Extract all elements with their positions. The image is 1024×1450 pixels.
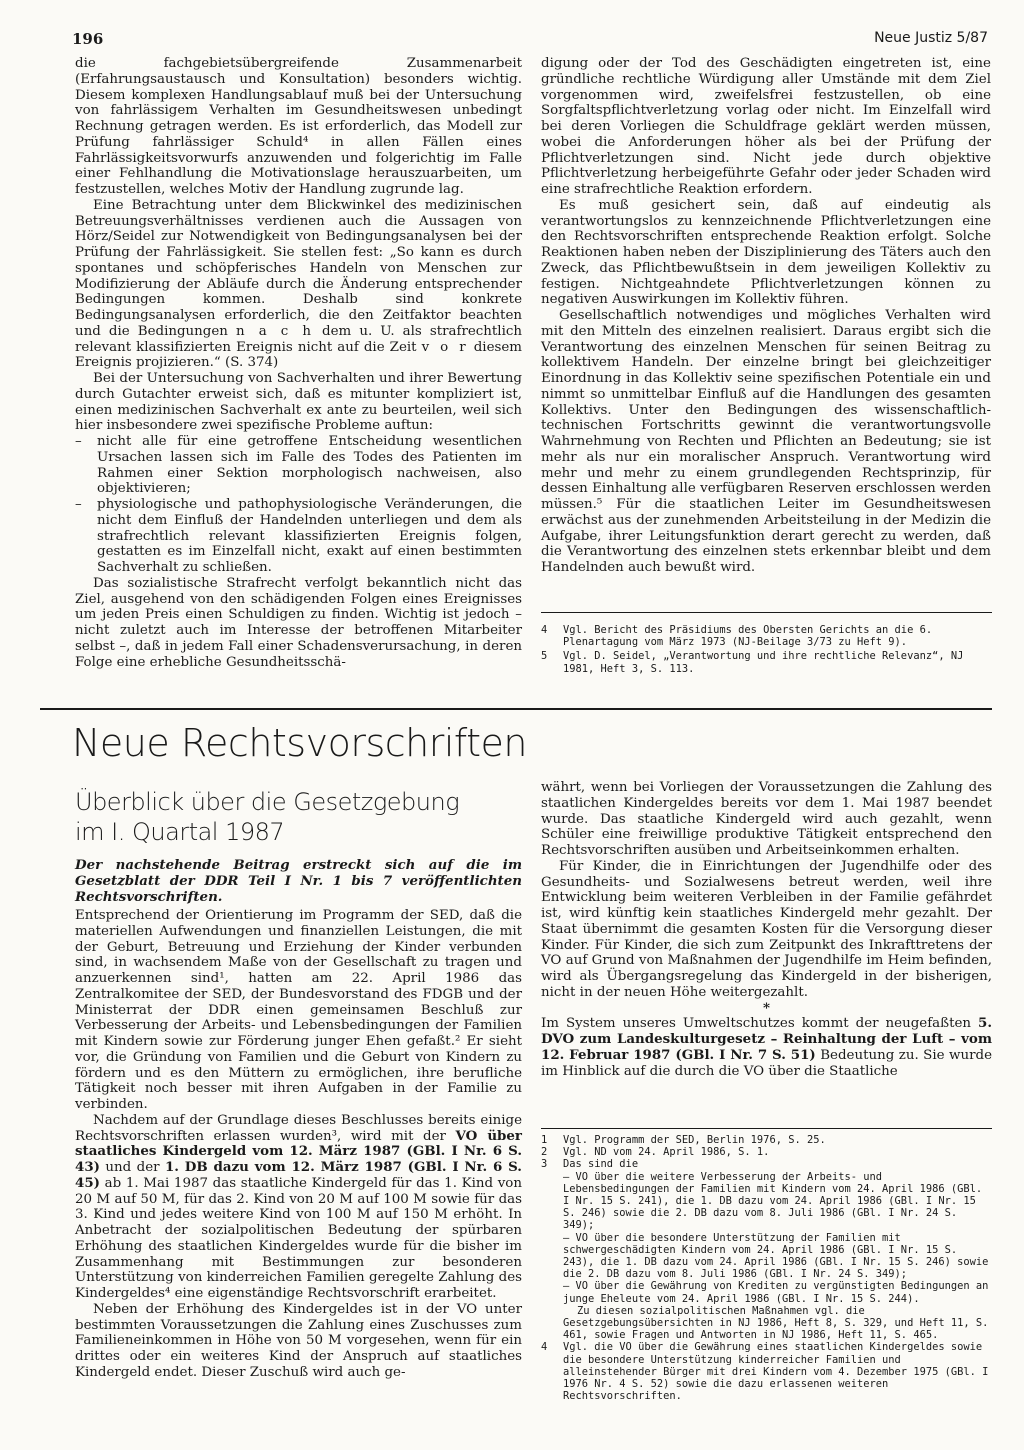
footnote: 5 Vgl. D. Seidel, „Verantwortung und ihre rechtliche Relevanz“, NJ 1981, Heft 3, S. 113.: [541, 650, 970, 675]
footnote: 4 Vgl. die VO über die Gewährung eines staatlichen Kindergeldes sowie die besondere Unterstützung kinderreicher Familien und alleinstehender Bürger mit drei Kindern vom 4. Dezember 1975 (GBl. I 1976 Nr. 4 S. 52) sowie die dazu erlassenen weiteren Rechtsvorschriften.: [541, 1341, 995, 1403]
footnote: 1 Vgl. Programm der SED, Berlin 1976, S. 25.: [541, 1134, 826, 1146]
bottom-footnotes: [541, 1134, 995, 1442]
footnote-item: – VO über die Gewährung von Krediten zu vergünstigten Bedingungen an junge Eheleute vom 24. April 1986 (GBl. I Nr. 15 S. 244).: [563, 1280, 995, 1305]
footnote-item: Zu diesen sozialpolitischen Maßnahmen vgl. die Gesetzgebungsübersichten in NJ 1986, Heft 8, S. 329, und Heft 11, S. 461, sowie Fragen und Antworten in NJ 1986, Heft 11, S. 465.: [563, 1304, 995, 1342]
paragraph: Es muß gesichert sein, daß auf eindeutig als verantwortungslos zu kennzeichnende Pflichtverletzungen eine den Rechtsvorschriften entsprechende Reaktion erfolgt. Solche Reaktionen haben neben der Disziplinierung des Täters auch den Zweck, das Pflichtbewußtsein in dem jeweiligen Kollektiv zu festigen. Nichtgeahndete Pflichtverletzungen können zu negativen Auswirkungen im Kollektiv führen.: [541, 197, 991, 308]
section-divider: [40, 708, 992, 710]
paragraph: Neben der Erhöhung des Kindergeldes ist in der VO unter bestimmten Voraussetzungen die Zahlung eines Zuschusses zum Familieneinkommen in Höhe von 50 M vorgesehen, wenn für ein drittes oder ein weiteres Kind der Anspruch auf staatliches Kindergeld endet. Dieser Zuschuß wird auch ge-: [75, 1301, 522, 1380]
paragraph: die fachgebietsübergreifende Zusammenarbeit (Erfahrungsaustausch und Konsultation) besonders wichtig. Diesem komplexen Handlungsablauf muß bei der Untersuchung von fahrlässigem Verhalten im Gesundheitswesen unbedingt Rechnung getragen werden. Es ist erforderlich, das Modell zur Prüfung fahrlässiger Schuld⁴ in allen Fällen eines Fahrlässigkeitsvorwurfs anzuwenden und folgerichtig im Falle einer Fehlhandlung die Motivationslage herauszuarbeiten, um festzustellen, welches Motiv der Handlung zugrunde lag.: [75, 56, 522, 197]
top-right-column: [541, 56, 991, 602]
paragraph: Für Kinder, die in Einrichtungen der Jugendhilfe oder des Gesundheits- und Sozialwesens betreut werden, weil ihre Entwicklung beim weiteren Verbleiben in der Familie gefährdet ist, wird künftig kein staatliches Kindergeld mehr gezahlt. Der Staat übernimmt die gesamten Kosten für die Versorgung dieser Kinder. Für Kinder, die sich zum Zeitpunkt des Inkrafttretens der VO auf Grund von Maßnahmen der Jugendhilfe im Heim befinden, wird als Übergangsregelung das Kindergeld in der bisherigen, nicht in der neuen Höhe weitergezahlt.: [541, 858, 992, 1000]
section-title: Neue Rechtsvorschriften: [72, 721, 527, 765]
footnote: 2 Vgl. ND vom 24. April 1986, S. 1.: [541, 1146, 770, 1159]
list-item: – nicht alle für eine getroffene Entscheidung wesentlichen Ursachen lassen sich im Falle des Todes des Patienten im Rahmen einer Sektion morphologisch nachweisen, also objektivieren;: [75, 434, 522, 497]
paragraph: Gesellschaftlich notwendiges und mögliches Verhalten wird mit den Mitteln des einzelnen realisiert. Daraus ergibt sich die Verantwortung des einzelnen Menschen für seinen Beitrag zu kollektivem Handeln. Der einzelne bringt bei gleichzeitiger Einordnung in das Kollektiv seine spezifischen Potentiale ein und nimmt so unmittelbar Einfluß auf die Handlungen des gesamten Kollektivs. Unter den Bedingungen des wissenschaftlich-technischen Fortschritts gewinnt die verantwortungsvolle Wahrnehmung von Rechten und Pflichten an Bedeutung; sie ist mehr als nur ein moralischer Anspruch. Verantwortung wird mehr und mehr zu einem grundlegenden Rechtsprinzip, für dessen Einhaltung alle verfügbaren Reserven erschlossen werden müssen.⁵ Für die staatlichen Leiter im Gesundheitswesen erwächst aus der zunehmenden Arbeitsteilung in der Medizin die Aufgabe, ihrer Leitungsfunktion derart gerecht zu werden, daß die Verantwortung des einzelnen stets erkennbar bleibt und dem Handelnden auch bewußt wird.: [541, 308, 991, 575]
footnote-item: – VO über die besondere Unterstützung der Familien mit schwergeschädigten Kindern vom 24. April 1986 (GBl. I Nr. 15 S. 243), die 1. DB dazu vom 24. April 1986 (GBl. I Nr. 15 S. 246) sowie die 2. DB dazu vom 8. Juli 1986 (GBl. I Nr. 24 S. 349);: [563, 1231, 995, 1281]
separator-asterisk: *: [762, 999, 770, 1016]
article-lead: Der nachstehende Beitrag erstreckt sich auf die im Gesetzblatt der DDR Teil I Nr. 1 bis 7 veröffentlichten Rechtsvorschriften.: [75, 857, 522, 905]
page-number: 196: [72, 30, 104, 48]
footnote: 3 Das sind die: [541, 1158, 639, 1171]
paragraph: Im System unseres Umweltschutzes kommt der neugefaßten 5. DVO zum Landeskulturgesetz – Reinhaltung der Luft – vom 12. Februar 1987 (GBl. I Nr. 7 S. 51) Bedeutung zu. Sie wurde im Hinblick auf die durch die VO über die Staatliche: [541, 1015, 992, 1079]
article-title: Überblick über die Gesetzgebung im I. Quartal 1987: [75, 788, 460, 846]
top-left-column: [75, 56, 522, 692]
bottom-right-column: [541, 780, 992, 1122]
paragraph: Entsprechend der Orientierung im Programm der SED, daß die materiellen Aufwendungen und finanziellen Leistungen, die mit der Geburt, Betreuung und Erziehung der Kinder verbunden sind, in wachsendem Maße von der Gesellschaft zu tragen und anzuerkennen sind¹, hatten am 22. April 1986 das Zentralkomitee der SED, der Bundesvorstand des FDGB und der Ministerrat der DDR einen gemeinsamen Beschluß zur Verbesserung der Arbeits- und Lebensbedingungen der Familien mit Kindern sowie zur Förderung junger Ehen gefaßt.² Er sieht vor, die Gründung von Familien und die Geburt von Kindern zu fördern und es den Müttern zu ermöglichen, ihre berufliche Tätigkeit noch besser mit ihren Aufgaben in der Familie zu verbinden.: [75, 908, 522, 1112]
top-footnotes: [541, 624, 992, 690]
footnote-item: – VO über die weitere Verbesserung der Arbeits- und Lebensbedingungen der Familien mit Kindern vom 24. April 1986 (GBl. I Nr. 15 S. 241), die 1. DB dazu vom 24. April 1986 (GBl. I Nr. 15 S. 246) sowie die 2. DB dazu vom 8. Juli 1986 (GBl. I Nr. 24 S. 349);: [563, 1170, 989, 1232]
list-item: – physiologische und pathophysiologische Veränderungen, die nicht dem Einfluß der Handelnden unterliegen und dem als strafrechtlich relevant klassifizierten Ereignis folgen, gestatten es im Einzelfall nicht, exakt auf einen bestimmten Sachverhalt zu schließen.: [75, 497, 522, 576]
paragraph: Bei der Untersuchung von Sachverhalten und ihrer Bewertung durch Gutachter erweist sich, daß es mitunter kompliziert ist, einen medizinischen Sachverhalt ex ante zu beurteilen, weil sich hier insbesondere zwei spezifische Probleme auftun:: [75, 371, 522, 434]
paragraph: Nachdem auf der Grundlage dieses Beschlusses bereits einige Rechtsvorschriften erlassen wurden³, wird mit der VO über staatliches Kindergeld vom 12. März 1987 (GBl. I Nr. 6 S. 43) und der 1. DB dazu vom 12. März 1987 (GBl. I Nr. 6 S. 45) ab 1. Mai 1987 das staatliche Kindergeld für das 1. Kind von 20 M auf 50 M, für das 2. Kind von 20 M auf 100 M sowie für das 3. Kind und jedes weitere Kind von 100 M auf 150 M erhöht. In Anbetracht der sozialpolitischen Bedeutung der spürbaren Erhöhung des staatlichen Kindergeldes wurde für die bisher im Zusammenhang mit Bestimmungen zur besonderen Unterstützung von kinderreichen Familien geregelte Zahlung des Kindergeldes⁴ eine eigenständige Rechtsvorschrift erarbeitet.: [75, 1112, 522, 1301]
footnote-divider: [541, 1128, 992, 1129]
paragraph: digung oder der Tod des Geschädigten eingetreten ist, eine gründliche rechtliche Würdigung aller Umstände mit dem Ziel vorgenommen wird, zweifelsfrei festzustellen, ob eine Sorgfaltspflichtverletzung vorlag oder nicht. Im Einzelfall wird bei deren Vorliegen die Schuldfrage geklärt werden müssen, wobei die Anforderungen höher als bei der Prüfung der Pflichtverletzungen sind. Nicht jede durch objektive Pflichtverletzung herbeigeführte Gefahr oder jeder Schaden wird eine strafrechtliche Reaktion erfordern.: [541, 56, 991, 197]
footnote-divider: [541, 612, 992, 613]
paragraph: währt, wenn bei Vorliegen der Voraussetzungen die Zahlung des staatlichen Kindergeldes bereits vor dem 1. Mai 1987 beendet wurde. Das staatliche Kindergeld wird auch gezahlt, wenn Schüler eine freiwillige produktive Tätigkeit entsprechend den Rechtsvorschriften ausüben und Arbeitseinkommen erhalten.: [541, 780, 992, 858]
paragraph: Das sozialistische Strafrecht verfolgt bekanntlich nicht das Ziel, ausgehend von den schädigenden Folgen eines Ereignisses um jeden Preis einen Schuldigen zu finden. Wichtig ist jedoch – nicht zuletzt auch im Interesse der betroffenen Mitarbeiter selbst –, daß in jedem Fall einer Schadensverursachung, in deren Folge eine erhebliche Gesundheitsschä-: [75, 575, 522, 670]
problem-list: [75, 434, 522, 576]
bottom-left-column: [75, 908, 522, 1440]
paragraph: Eine Betrachtung unter dem Blickwinkel des medizinischen Betreuungsverhältnisses verdienen auch die Aussagen von Hörz/Seidel zur Notwendigkeit von Bedingungsanalysen bei der Prüfung der Fahrlässigkeit. Sie stellen fest: „So kann es durch spontanes und schöpferisches Handeln von Menschen zur Modifizierung der Abläufe durch die Änderung entsprechender Bedingungen kommen. Deshalb sind konkrete Bedingungsanalysen erforderlich, die den Zeitfaktor beachten und die Bedingungen n a c h dem u. U. als strafrechtlich relevant klassifizierten Ereignis nicht auf die Zeit v o r diesem Ereignis projizieren.“ (S. 374): [75, 197, 522, 371]
footnote: 4 Vgl. Bericht des Präsidiums des Obersten Gerichts an die 6. Plenartagung vom März 1973 (NJ-Beilage 3/73 zu Heft 9).: [541, 624, 939, 649]
journal-running-title: Neue Justiz 5/87: [874, 30, 988, 46]
